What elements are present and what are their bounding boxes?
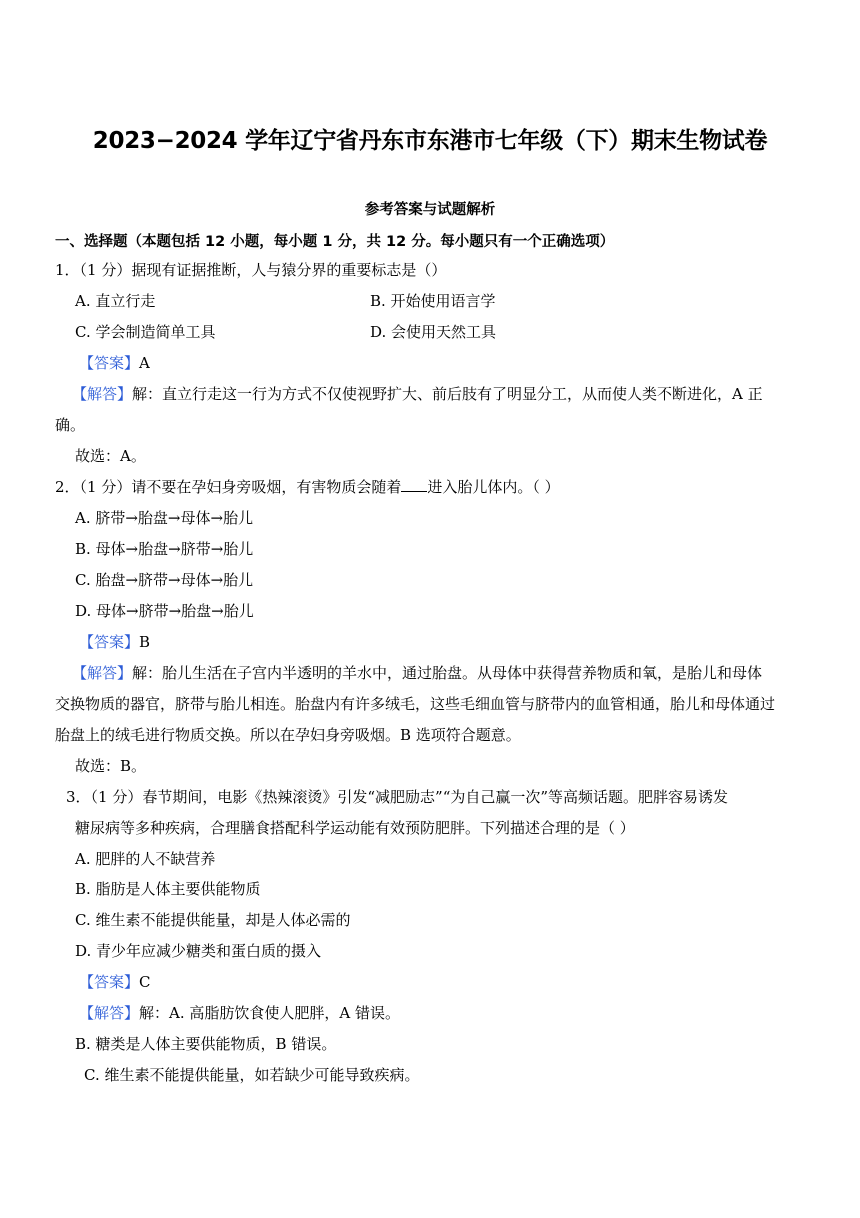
analysis-text: 解：直立行走这一行为方式不仅使视野扩大、前后肢有了明显分工，从而使人类不断进化，A 正 [132, 385, 763, 403]
question-3-answer [79, 972, 151, 992]
page-title: 2023−2024 学年辽宁省丹东市东港市七年级（下）期末生物试卷 [92, 128, 768, 154]
question-3-option-c: C. 维生素不能提供能量，却是人体必需的 [75, 911, 351, 929]
question-2-analysis [72, 663, 762, 683]
question-3-analysis-cont: B. 糖类是人体主要供能物质，B 错误。 [75, 1035, 337, 1053]
question-1-analysis-cont: 确。 [55, 416, 86, 434]
question-1-stem: 1．（1 分）据现有证据推断，人与猿分界的重要标志是（） [55, 261, 447, 279]
question-2-option-c: C. 胎盘→脐带→母体→胎儿 [75, 571, 254, 589]
section-heading: 一、选择题（本题包括 12 小题，每小题 1 分，共 12 分。每小题只有一个正确选项） [55, 234, 615, 250]
question-2-choose: 故选：B。 [75, 757, 147, 775]
answer-value: A [139, 354, 150, 372]
analysis-tag: 【解答】 [79, 1004, 140, 1022]
answer-tag: 【答案】 [79, 973, 140, 991]
question-1-choose: 故选：A。 [75, 447, 146, 465]
page-subtitle: 参考答案与试题解析 [364, 202, 496, 218]
question-3-option-a: A. 肥胖的人不缺营养 [75, 850, 216, 868]
fill-blank [401, 477, 427, 492]
analysis-tag: 【解答】 [72, 664, 133, 682]
analysis-text: 解：A. 高脂肪饮食使人肥胖，A 错误。 [139, 1004, 400, 1022]
question-3-analysis-cont: C. 维生素不能提供能量，如若缺少可能导致疾病。 [84, 1066, 420, 1084]
question-2-answer [79, 632, 150, 652]
question-3-option-b: B. 脂肪是人体主要供能物质 [75, 880, 261, 898]
question-3-option-d: D. 青少年应减少糖类和蛋白质的摄入 [75, 942, 322, 960]
question-2-analysis-cont: 交换物质的器官，脐带与胎儿相连。胎盘内有许多绒毛，这些毛细血管与脐带内的血管相通，胎儿和母体通过 [55, 695, 776, 713]
question-3-stem: 3．（1 分）春节期间，电影《热辣滚烫》引发“减肥励志”“为自己赢一次”等高频话题。肥胖容易诱发 [66, 788, 729, 806]
question-1-option-c: C. 学会制造简单工具 [75, 323, 216, 341]
answer-value: C [139, 973, 151, 991]
question-1-option-d: D. 会使用天然工具 [370, 323, 497, 341]
question-2-analysis-cont: 胎盘上的绒毛进行物质交换。所以在孕妇身旁吸烟。B 选项符合题意。 [55, 726, 521, 744]
question-1-answer [79, 353, 150, 373]
question-2-option-b: B. 母体→胎盘→脐带→胎儿 [75, 540, 254, 558]
question-3-analysis [79, 1003, 400, 1023]
question-1-analysis [72, 384, 763, 404]
answer-tag: 【答案】 [79, 633, 140, 651]
question-1-option-a: A. 直立行走 [75, 292, 156, 310]
question-2-option-d: D. 母体→脐带→胎盘→胎儿 [75, 602, 254, 620]
question-2-option-a: A. 脐带→胎盘→母体→胎儿 [75, 509, 254, 527]
answer-tag: 【答案】 [79, 354, 140, 372]
question-1-option-b: B. 开始使用语言学 [370, 292, 496, 310]
answer-value: B [139, 633, 151, 651]
question-2-stem: 2．（1 分）请不要在孕妇身旁吸烟，有害物质会随着 进入胎儿体内。（ ） [55, 478, 560, 496]
analysis-text: 解：胎儿生活在子宫内半透明的羊水中，通过胎盘。从母体中获得营养物质和氧，是胎儿和母体 [132, 664, 763, 682]
question-3-stem-cont: 糖尿病等多种疾病，合理膳食搭配科学运动能有效预防肥胖。下列描述合理的是（ ） [75, 819, 635, 837]
analysis-tag: 【解答】 [72, 385, 133, 403]
